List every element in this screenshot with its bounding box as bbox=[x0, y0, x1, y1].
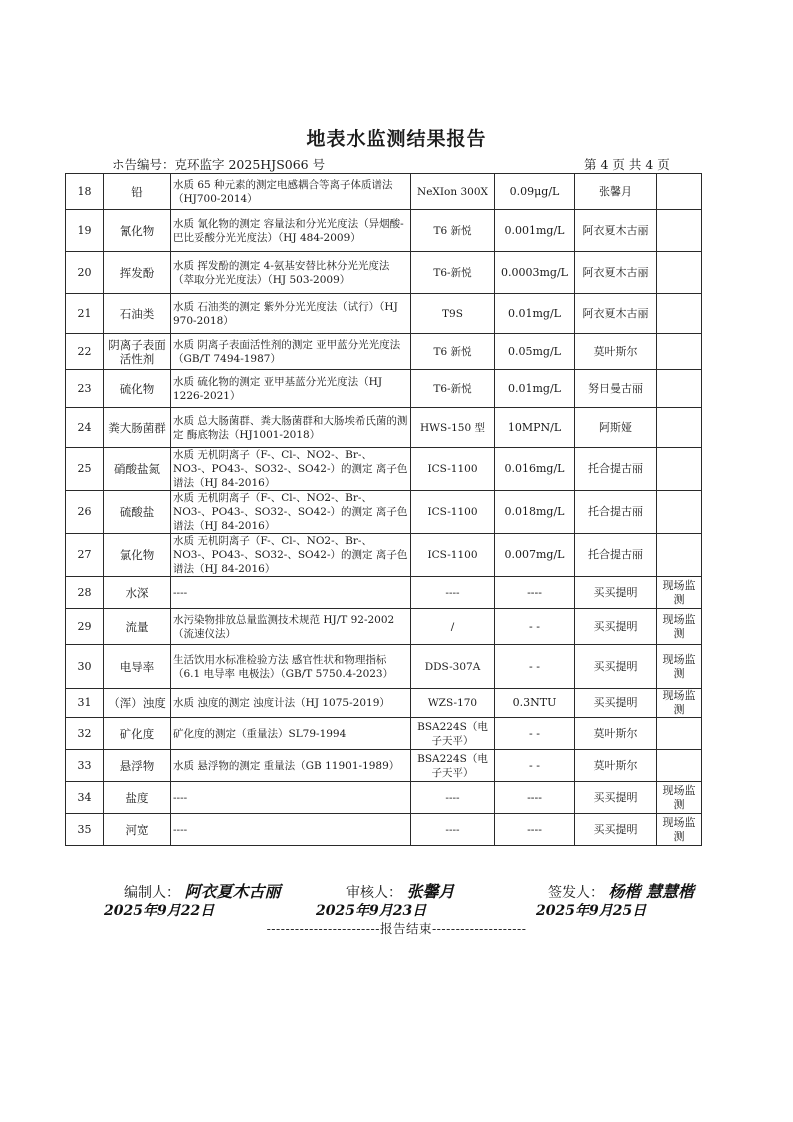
row-analyst: 莫叶斯尔 bbox=[575, 718, 657, 750]
row-item: 石油类 bbox=[104, 294, 171, 334]
results-table bbox=[65, 173, 702, 846]
row-detection-limit: ---- bbox=[495, 782, 575, 814]
row-item: （浑）浊度 bbox=[104, 689, 171, 718]
row-instrument: ICS-1100 bbox=[411, 448, 495, 491]
row-method: ---- bbox=[171, 577, 411, 609]
row-item: 矿化度 bbox=[104, 718, 171, 750]
row-instrument: HWS-150 型 bbox=[411, 408, 495, 448]
row-number: 24 bbox=[66, 408, 104, 448]
row-item: 阴离子表面活性剂 bbox=[104, 334, 171, 370]
row-number: 30 bbox=[66, 645, 104, 689]
table-row bbox=[66, 210, 702, 252]
row-note bbox=[657, 252, 702, 294]
row-method: ---- bbox=[171, 814, 411, 846]
row-instrument: NeXIon 300X bbox=[411, 174, 495, 210]
row-instrument: ---- bbox=[411, 814, 495, 846]
row-item: 铅 bbox=[104, 174, 171, 210]
table-row bbox=[66, 782, 702, 814]
row-item: 硫化物 bbox=[104, 370, 171, 408]
results-table-body bbox=[66, 174, 702, 846]
table-row bbox=[66, 534, 702, 577]
row-number: 31 bbox=[66, 689, 104, 718]
compiler-handwriting: 阿衣夏木古丽 bbox=[184, 882, 281, 901]
reviewer-handwriting: 张馨月 bbox=[406, 882, 455, 901]
row-instrument: / bbox=[411, 609, 495, 645]
row-number: 23 bbox=[66, 370, 104, 408]
table-row bbox=[66, 491, 702, 534]
row-analyst: 阿衣夏木古丽 bbox=[575, 252, 657, 294]
row-item: 粪大肠菌群 bbox=[104, 408, 171, 448]
row-item: 氯化物 bbox=[104, 534, 171, 577]
row-detection-limit: 0.09μg/L bbox=[495, 174, 575, 210]
row-analyst: 阿衣夏木古丽 bbox=[575, 294, 657, 334]
row-item: 电导率 bbox=[104, 645, 171, 689]
compiler-date: 2025年9月22日 bbox=[104, 903, 215, 919]
row-note bbox=[657, 370, 702, 408]
row-number: 32 bbox=[66, 718, 104, 750]
row-analyst: 买买提明 bbox=[575, 577, 657, 609]
row-note: 现场监测 bbox=[657, 782, 702, 814]
row-analyst: 买买提明 bbox=[575, 645, 657, 689]
table-row bbox=[66, 689, 702, 718]
row-analyst: 阿衣夏木古丽 bbox=[575, 210, 657, 252]
report-number: ホ告编号：克环监字 2025HJS066 号 bbox=[112, 157, 326, 172]
row-method: ---- bbox=[171, 782, 411, 814]
row-analyst: 托合提古丽 bbox=[575, 448, 657, 491]
row-detection-limit: 10MPN/L bbox=[495, 408, 575, 448]
row-note: 现场监测 bbox=[657, 609, 702, 645]
page-indicator: 第 4 页 共 4 页 bbox=[584, 157, 670, 172]
row-number: 25 bbox=[66, 448, 104, 491]
row-item: 硝酸盐氮 bbox=[104, 448, 171, 491]
row-note bbox=[657, 491, 702, 534]
table-row bbox=[66, 718, 702, 750]
row-analyst: 张馨月 bbox=[575, 174, 657, 210]
row-instrument: WZS-170 bbox=[411, 689, 495, 718]
row-note bbox=[657, 334, 702, 370]
table-row bbox=[66, 252, 702, 294]
row-note bbox=[657, 448, 702, 491]
row-detection-limit: - - bbox=[495, 645, 575, 689]
row-instrument: BSA224S（电子天平） bbox=[411, 718, 495, 750]
row-detection-limit: 0.007mg/L bbox=[495, 534, 575, 577]
row-detection-limit: 0.3NTU bbox=[495, 689, 575, 718]
row-method: 水质 浊度的测定 浊度计法（HJ 1075-2019） bbox=[171, 689, 411, 718]
row-analyst: 买买提明 bbox=[575, 689, 657, 718]
row-note bbox=[657, 534, 702, 577]
row-note: 现场监测 bbox=[657, 577, 702, 609]
table-row bbox=[66, 370, 702, 408]
row-number: 35 bbox=[66, 814, 104, 846]
row-method: 生活饮用水标准检验方法 感官性状和物理指标（6.1 电导率 电极法）（GB/T 5750.4-2023） bbox=[171, 645, 411, 689]
row-analyst: 托合提古丽 bbox=[575, 534, 657, 577]
row-instrument: BSA224S（电子天平） bbox=[411, 750, 495, 782]
row-detection-limit: 0.016mg/L bbox=[495, 448, 575, 491]
row-item: 盐度 bbox=[104, 782, 171, 814]
row-note bbox=[657, 210, 702, 252]
reviewer-date: 2025年9月23日 bbox=[316, 903, 427, 919]
issuer-handwriting: 杨楷 慧慧楷 bbox=[608, 882, 695, 901]
report-title: 地表水监测结果报告 bbox=[306, 128, 487, 150]
table-row bbox=[66, 609, 702, 645]
row-method: 水质 无机阴离子（F-、Cl-、NO2-、Br-、NO3-、PO43-、SO32-、SO42-）的测定 离子色谱法（HJ 84-2016） bbox=[171, 491, 411, 534]
row-method: 水质 阴离子表面活性剂的测定 亚甲蓝分光光度法（GB/T 7494-1987） bbox=[171, 334, 411, 370]
row-number: 19 bbox=[66, 210, 104, 252]
row-method: 水质 石油类的测定 紫外分光光度法（试行）（HJ 970-2018） bbox=[171, 294, 411, 334]
row-detection-limit: 0.0003mg/L bbox=[495, 252, 575, 294]
row-note bbox=[657, 294, 702, 334]
row-method: 水质 悬浮物的测定 重量法（GB 11901-1989） bbox=[171, 750, 411, 782]
row-number: 22 bbox=[66, 334, 104, 370]
row-method: 矿化度的测定（重量法）SL79-1994 bbox=[171, 718, 411, 750]
issuer-signature bbox=[548, 879, 694, 902]
row-item: 硫酸盐 bbox=[104, 491, 171, 534]
row-item: 流量 bbox=[104, 609, 171, 645]
row-detection-limit: ---- bbox=[495, 577, 575, 609]
row-analyst: 阿斯娅 bbox=[575, 408, 657, 448]
row-item: 氰化物 bbox=[104, 210, 171, 252]
row-method: 水质 氰化物的测定 容量法和分光光度法（异烟酸-巴比妥酸分光光度法）（HJ 484-2009） bbox=[171, 210, 411, 252]
row-instrument: ICS-1100 bbox=[411, 534, 495, 577]
row-number: 29 bbox=[66, 609, 104, 645]
row-method: 水质 挥发酚的测定 4-氨基安替比林分光光度法（萃取分光光度法）（HJ 503-2009） bbox=[171, 252, 411, 294]
row-number: 33 bbox=[66, 750, 104, 782]
row-note: 现场监测 bbox=[657, 645, 702, 689]
row-note bbox=[657, 408, 702, 448]
row-analyst: 买买提明 bbox=[575, 814, 657, 846]
row-item: 水深 bbox=[104, 577, 171, 609]
row-note: 现场监测 bbox=[657, 689, 702, 718]
report-end-marker: ------------------------报告结束-------------------- bbox=[266, 921, 527, 936]
table-row bbox=[66, 750, 702, 782]
row-method: 水污染物排放总量监测技术规范 HJ/T 92-2002（流速仪法） bbox=[171, 609, 411, 645]
row-instrument: ---- bbox=[411, 782, 495, 814]
table-row bbox=[66, 448, 702, 491]
row-instrument: T6 新悦 bbox=[411, 334, 495, 370]
row-analyst: 买买提明 bbox=[575, 782, 657, 814]
table-row bbox=[66, 174, 702, 210]
row-number: 18 bbox=[66, 174, 104, 210]
table-row bbox=[66, 294, 702, 334]
row-detection-limit: ---- bbox=[495, 814, 575, 846]
row-instrument: ---- bbox=[411, 577, 495, 609]
row-number: 27 bbox=[66, 534, 104, 577]
row-item: 悬浮物 bbox=[104, 750, 171, 782]
row-number: 34 bbox=[66, 782, 104, 814]
row-analyst: 莫叶斯尔 bbox=[575, 334, 657, 370]
row-item: 挥发酚 bbox=[104, 252, 171, 294]
row-method: 水质 总大肠菌群、粪大肠菌群和大肠埃希氏菌的测定 酶底物法（HJ1001-2018） bbox=[171, 408, 411, 448]
table-row bbox=[66, 577, 702, 609]
row-instrument: T6-新悦 bbox=[411, 252, 495, 294]
row-detection-limit: 0.001mg/L bbox=[495, 210, 575, 252]
row-note: 现场监测 bbox=[657, 814, 702, 846]
reviewer-label: 审核人： bbox=[346, 885, 402, 901]
row-number: 21 bbox=[66, 294, 104, 334]
row-note bbox=[657, 750, 702, 782]
table-row bbox=[66, 645, 702, 689]
row-item: 河宽 bbox=[104, 814, 171, 846]
row-detection-limit: 0.01mg/L bbox=[495, 294, 575, 334]
row-method: 水质 硫化物的测定 亚甲基蓝分光光度法（HJ 1226-2021） bbox=[171, 370, 411, 408]
row-number: 28 bbox=[66, 577, 104, 609]
row-instrument: T9S bbox=[411, 294, 495, 334]
row-analyst: 托合提古丽 bbox=[575, 491, 657, 534]
table-row bbox=[66, 408, 702, 448]
row-method: 水质 65 种元素的测定电感耦合等离子体质谱法（HJ700-2014） bbox=[171, 174, 411, 210]
row-note bbox=[657, 174, 702, 210]
row-detection-limit: - - bbox=[495, 750, 575, 782]
reviewer-signature bbox=[346, 879, 454, 902]
row-number: 26 bbox=[66, 491, 104, 534]
row-instrument: ICS-1100 bbox=[411, 491, 495, 534]
row-detection-limit: - - bbox=[495, 609, 575, 645]
compiler-label: 编制人： bbox=[124, 885, 180, 901]
row-detection-limit: 0.018mg/L bbox=[495, 491, 575, 534]
row-detection-limit: 0.05mg/L bbox=[495, 334, 575, 370]
row-analyst: 莫叶斯尔 bbox=[575, 750, 657, 782]
issuer-label: 签发人： bbox=[548, 885, 604, 901]
compiler-signature bbox=[124, 879, 280, 902]
row-detection-limit: - - bbox=[495, 718, 575, 750]
issuer-date: 2025年9月25日 bbox=[536, 903, 647, 919]
row-instrument: DDS-307A bbox=[411, 645, 495, 689]
row-method: 水质 无机阴离子（F-、Cl-、NO2-、Br-、NO3-、PO43-、SO32-、SO42-）的测定 离子色谱法（HJ 84-2016） bbox=[171, 448, 411, 491]
row-method: 水质 无机阴离子（F-、Cl-、NO2-、Br-、NO3-、PO43-、SO32-、SO42-）的测定 离子色谱法（HJ 84-2016） bbox=[171, 534, 411, 577]
row-instrument: T6 新悦 bbox=[411, 210, 495, 252]
row-analyst: 努日曼古丽 bbox=[575, 370, 657, 408]
row-detection-limit: 0.01mg/L bbox=[495, 370, 575, 408]
row-number: 20 bbox=[66, 252, 104, 294]
row-note bbox=[657, 718, 702, 750]
row-instrument: T6-新悦 bbox=[411, 370, 495, 408]
table-row bbox=[66, 334, 702, 370]
table-row bbox=[66, 814, 702, 846]
row-analyst: 买买提明 bbox=[575, 609, 657, 645]
